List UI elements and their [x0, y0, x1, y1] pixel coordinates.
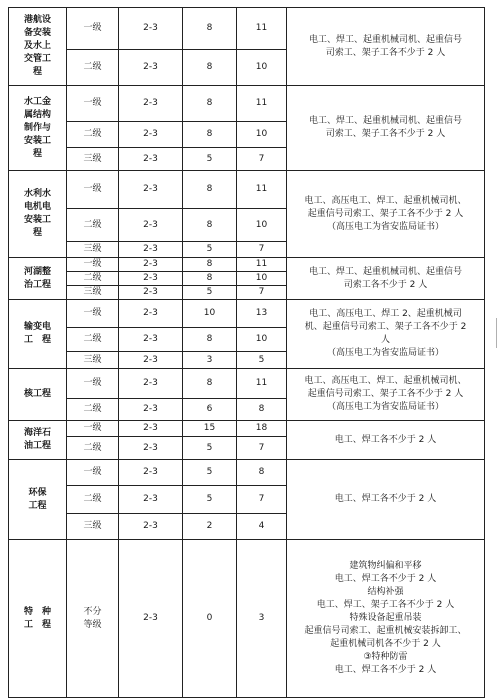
value-cell: 8: [237, 460, 287, 486]
value-cell: 0: [183, 540, 237, 698]
value-cell: 2-3: [119, 8, 183, 50]
value-cell: 8: [183, 328, 237, 352]
value-cell: 2-3: [119, 437, 183, 460]
value-cell: 8: [183, 122, 237, 148]
value-cell: 5: [183, 486, 237, 514]
category-line: 输变电: [23, 322, 51, 332]
level-cell: 不分 等级: [67, 540, 119, 698]
requirement-cell: [287, 421, 485, 460]
value-cell: 8: [183, 209, 237, 242]
value-cell: 5: [183, 148, 237, 171]
category-cell: [9, 300, 67, 369]
level-cell: 三级: [67, 514, 119, 540]
requirement-line: 结构补强: [367, 587, 404, 597]
category-line: 河湖整: [23, 266, 51, 277]
value-cell: 5: [183, 460, 237, 486]
requirement-line: 电工、焊工、起重机械司机、起重信号: [308, 34, 462, 45]
requirement-cell: [287, 540, 485, 698]
value-cell: 7: [237, 286, 287, 300]
requirement-line: 电工、焊工各不少于 2 人: [334, 574, 437, 584]
level-cell: 二级: [67, 399, 119, 421]
requirement-line: 电工、焊工各不少于 2 人: [334, 434, 437, 445]
value-cell: 15: [183, 421, 237, 437]
table-row: [9, 258, 485, 272]
value-cell: 5: [183, 242, 237, 258]
value-cell: 2-3: [119, 242, 183, 258]
value-cell: 2-3: [119, 369, 183, 399]
value-cell: 2-3: [119, 50, 183, 86]
category-line: 水利水: [23, 189, 51, 199]
category-line: 电机电: [23, 202, 51, 212]
value-cell: 8: [183, 171, 237, 209]
value-cell: 18: [237, 421, 287, 437]
value-cell: 10: [237, 122, 287, 148]
category-cell: [9, 421, 67, 460]
requirement-cell: [287, 258, 485, 300]
level-cell: 三级: [67, 286, 119, 300]
level-cell: 二级: [67, 272, 119, 286]
value-cell: 3: [237, 540, 287, 698]
category-line: 交管工: [23, 54, 51, 64]
table-row: [9, 8, 485, 50]
category-line: 工 程: [23, 619, 51, 630]
value-cell: 2-3: [119, 272, 183, 286]
value-cell: 11: [237, 86, 287, 122]
value-cell: 3: [183, 352, 237, 369]
requirement-line: ③特种防雷: [363, 652, 408, 662]
category-cell: [9, 258, 67, 300]
value-cell: 2-3: [119, 86, 183, 122]
category-line: 备安装: [23, 28, 51, 38]
level-cell: 二级: [67, 328, 119, 352]
requirement-line: 建筑物纠偏和平移: [349, 561, 422, 571]
value-cell: 2-3: [119, 148, 183, 171]
value-cell: 11: [237, 171, 287, 209]
table-row: [9, 86, 485, 122]
value-cell: 2-3: [119, 171, 183, 209]
category-line: 环保: [28, 487, 47, 498]
level-cell: 一级: [67, 258, 119, 272]
value-cell: 5: [237, 352, 287, 369]
value-cell: 8: [183, 369, 237, 399]
value-cell: 10: [237, 328, 287, 352]
level-cell: 二级: [67, 486, 119, 514]
requirement-line: 特殊设备起重吊装: [349, 613, 422, 623]
value-cell: 5: [183, 437, 237, 460]
category-cell: [9, 171, 67, 258]
value-cell: 2-3: [119, 540, 183, 698]
category-line: 安装工: [23, 135, 51, 146]
value-cell: 11: [237, 258, 287, 272]
value-cell: 10: [237, 209, 287, 242]
requirement-cell: [287, 300, 485, 369]
qualification-table: [8, 7, 485, 698]
category-line: 核工程: [23, 389, 51, 399]
category-line: 工程: [28, 500, 47, 511]
page-edge-mark: [493, 318, 497, 348]
value-cell: 8: [183, 50, 237, 86]
value-cell: 5: [183, 286, 237, 300]
requirement-cell: [287, 171, 485, 258]
level-cell: 一级: [67, 8, 119, 50]
requirement-line: 电工、焊工、架子工各不少于 2 人: [316, 600, 455, 610]
value-cell: 2-3: [119, 286, 183, 300]
requirement-line: 电工、焊工各不少于 2 人: [334, 665, 437, 675]
value-cell: 8: [183, 258, 237, 272]
value-cell: 10: [237, 272, 287, 286]
requirement-line: 电工、焊工、起重机械司机、起重信号: [308, 116, 462, 126]
category-line: 油工程: [23, 441, 51, 451]
requirement-line: 司索工、架子工各不少于 2 人: [325, 47, 446, 58]
value-cell: 2-3: [119, 399, 183, 421]
value-cell: 2-3: [119, 328, 183, 352]
requirement-line: 电工、高压电工、焊工 2、起重机械司: [309, 309, 462, 319]
requirement-line: 电工、焊工、起重机械司机、起重信号: [308, 266, 462, 277]
category-cell: [9, 460, 67, 540]
requirement-line: （高压电工为省安监局证书）: [326, 402, 444, 412]
value-cell: 6: [183, 399, 237, 421]
category-line: 工 程: [23, 335, 51, 345]
requirement-line: 机、起重信号司索工、架子工各不少于 2: [304, 322, 467, 332]
table-row: [9, 460, 485, 486]
category-cell: [9, 369, 67, 421]
value-cell: 2: [183, 514, 237, 540]
table-row: [9, 421, 485, 437]
category-line: 海洋石: [23, 428, 51, 438]
category-line: 水工金: [23, 96, 51, 107]
category-line: 治工程: [23, 279, 51, 290]
category-cell: [9, 86, 67, 171]
level-cell: 三级: [67, 242, 119, 258]
requirement-line: 司索工各不少于 2 人: [343, 279, 428, 290]
requirement-line: 起重机械司机各不少于 2 人: [330, 639, 441, 649]
value-cell: 8: [237, 399, 287, 421]
value-cell: 2-3: [119, 514, 183, 540]
value-cell: 11: [237, 369, 287, 399]
requirement-line: 电工、焊工各不少于 2 人: [334, 494, 437, 504]
value-cell: 2-3: [119, 486, 183, 514]
category-line: 程: [32, 67, 42, 77]
level-cell: 二级: [67, 209, 119, 242]
level-cell: 一级: [67, 171, 119, 209]
value-cell: 2-3: [119, 258, 183, 272]
requirement-cell: [287, 86, 485, 171]
category-line: 属结构: [23, 109, 51, 120]
category-line: 制作与: [23, 122, 51, 133]
category-cell: [9, 8, 67, 86]
value-cell: 2-3: [119, 300, 183, 328]
level-cell: 二级: [67, 50, 119, 86]
level-cell: 二级: [67, 437, 119, 460]
requirement-cell: [287, 460, 485, 540]
value-cell: 7: [237, 437, 287, 460]
level-cell: 二级: [67, 122, 119, 148]
table-row: [9, 171, 485, 209]
level-cell: 一级: [67, 369, 119, 399]
requirement-line: （高压电工为省安监局证书）: [326, 348, 444, 358]
value-cell: 2-3: [119, 122, 183, 148]
level-cell: 三级: [67, 148, 119, 171]
value-cell: 8: [183, 8, 237, 50]
value-cell: 8: [183, 86, 237, 122]
table-row: [9, 369, 485, 399]
table-body: [9, 8, 485, 698]
requirement-line: 起重信号司索工、起重机械安装拆卸工、: [304, 626, 467, 636]
table-row: [9, 300, 485, 328]
level-cell: 一级: [67, 460, 119, 486]
category-line: 程: [32, 228, 42, 238]
category-line: 特 种: [23, 606, 51, 617]
requirement-line: 起重信号司索工、架子工各不少于 2 人: [307, 208, 464, 219]
value-cell: 7: [237, 486, 287, 514]
value-cell: 7: [237, 242, 287, 258]
value-cell: 2-3: [119, 460, 183, 486]
requirement-cell: [287, 8, 485, 86]
value-cell: 7: [237, 148, 287, 171]
value-cell: 10: [237, 50, 287, 86]
value-cell: 2-3: [119, 352, 183, 369]
category-line: 港航设: [23, 15, 51, 25]
value-cell: 2-3: [119, 421, 183, 437]
category-line: 安装工: [23, 215, 51, 225]
value-cell: 2-3: [119, 209, 183, 242]
level-cell: 一级: [67, 86, 119, 122]
requirement-line: （高压电工为省安监局证书）: [326, 221, 444, 232]
level-cell: 三级: [67, 352, 119, 369]
value-cell: 13: [237, 300, 287, 328]
table-row: [9, 540, 485, 698]
requirement-line: 人: [380, 335, 390, 345]
value-cell: 8: [183, 272, 237, 286]
level-cell: 一级: [67, 300, 119, 328]
category-line: 及水上: [23, 41, 51, 51]
category-cell: [9, 540, 67, 698]
category-line: 程: [32, 148, 42, 159]
level-cell: 一级: [67, 421, 119, 437]
requirement-line: 电工、高压电工、焊工、起重机械司机、: [304, 195, 467, 206]
value-cell: 10: [183, 300, 237, 328]
requirement-line: 起重信号司索工、架子工各不少于 2 人: [307, 389, 464, 399]
value-cell: 4: [237, 514, 287, 540]
value-cell: 11: [237, 8, 287, 50]
requirement-line: 司索工、架子工各不少于 2 人: [325, 129, 446, 139]
requirement-line: 电工、高压电工、焊工、起重机械司机、: [304, 376, 467, 386]
requirement-cell: [287, 369, 485, 421]
